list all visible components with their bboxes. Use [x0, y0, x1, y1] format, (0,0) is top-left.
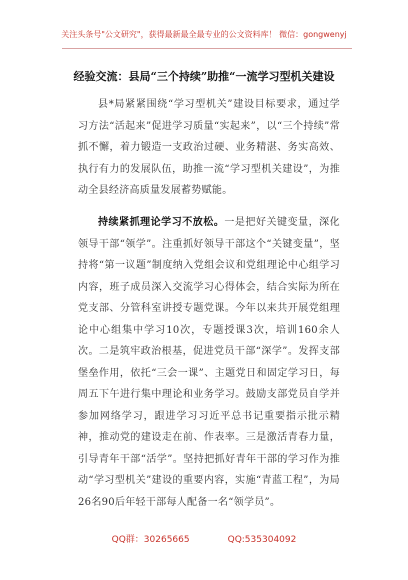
section-1-paragraph [78, 212, 340, 513]
footer-qq-group: QQ群：30265665 [111, 535, 190, 545]
intro-paragraph [78, 94, 340, 202]
section-1-lead: 持续紧抓理论学习不放松。 [98, 217, 225, 228]
intro-text: 县*局紧紧围绕“学习型机关”建设目标要求，通过学习方法“活起来”促进学习质量“实起来”，以“三个持续”常抓不懈，着力锻造一支政治过硬、业务精湛、务实高效、执行有力的发展队伍，助推一流“学习型机关建设”，为推动全县经济高质量发展蓄势赋能。 [78, 99, 340, 196]
header-divider [62, 48, 352, 49]
header-note: 关注头条号"公文研究"，获得最新最全最专业的公文资料库！ 微信：gongwenyj [61, 30, 347, 39]
section-1-text: 一是把好关键变量，深化领导干部“领学”。注重抓好领导干部这个“关键变量”，坚持将“第一议题”制度纳入党组会议和党组理论中心组学习内容，班子成员深入交流学习心得体会，结合实际为所在党支部、分管科室讲授专题党课。今年以来共开展党组理论中心组集中学习10次，专题授课3次，培训160余人次。二是筑牢政治根基，促进党员干部“深学”。发挥支部堡垒作用，依托“三会一课”、主题党日和固定学习日，每周五下午进行集中理论和业务学习。鼓励支部党员自学并参加网络学习，跟进学习习近平总书记重要指示批示精神，推动党的建设走在前、作表率。三是激活青春力量，引导青年干部“活学”。坚持把抓好青年干部的学习作为推动“学习型机关”建设的重要内容，实施“青蓝工程”，为局26名90后年轻干部每人配备一名“领学员”。 [78, 217, 340, 508]
document-title: 经验交流：县局“三个持续”助推“一流学习型机关建设 [73, 70, 335, 83]
footer-contact [0, 534, 408, 546]
footer-qq: QQ:535304092 [227, 535, 297, 545]
